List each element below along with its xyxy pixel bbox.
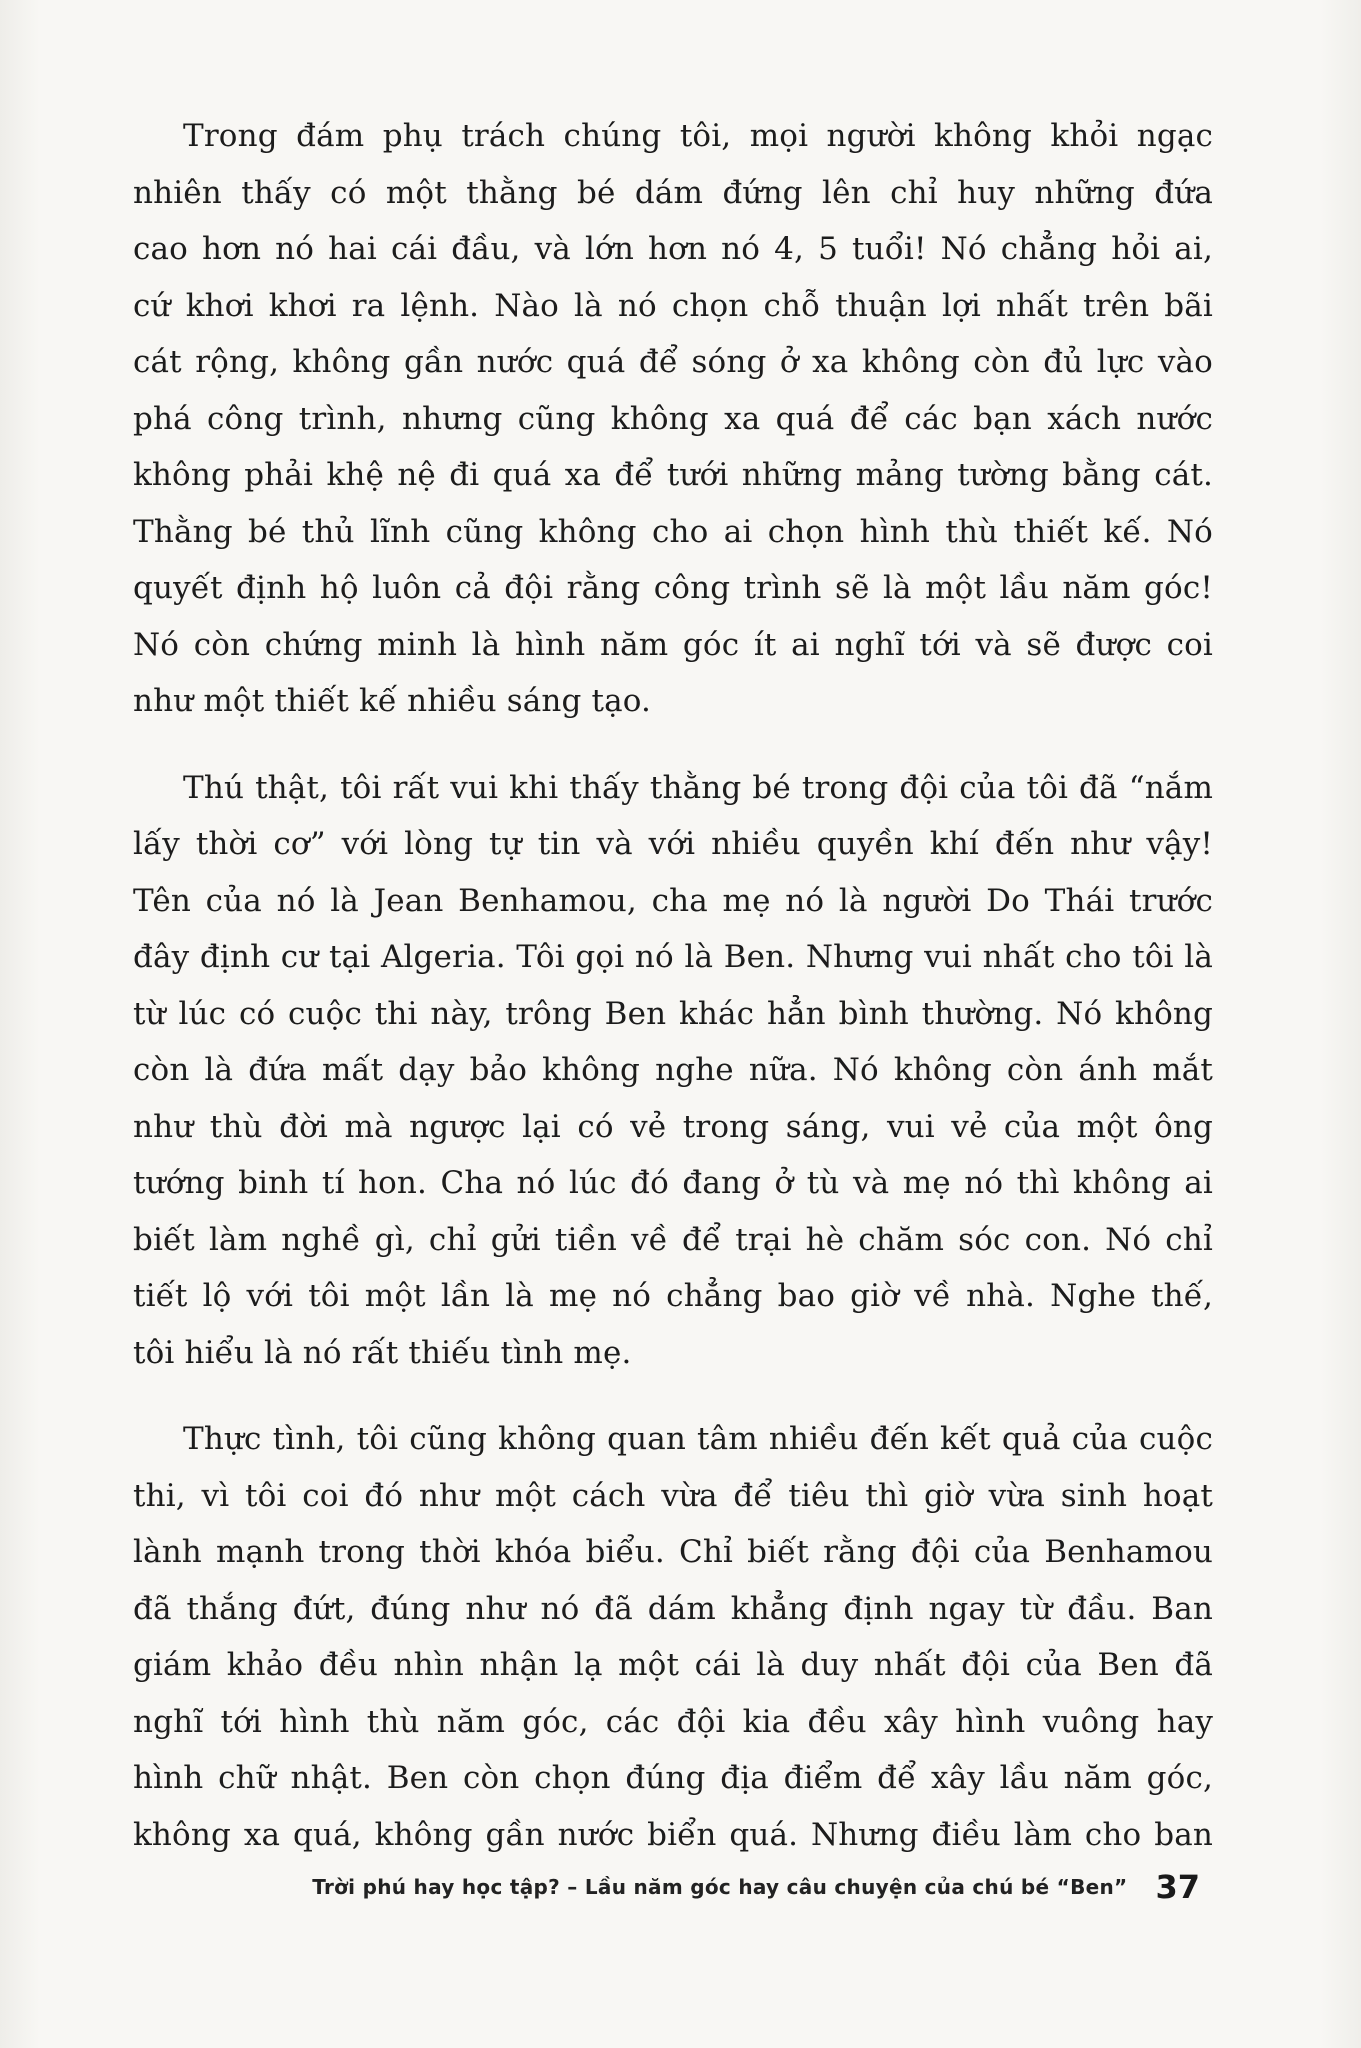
text-line: hình chữ nhật. Ben còn chọn đúng địa điểm để xây lầu năm góc, (133, 1760, 1213, 1796)
text-line: Nó còn chứng minh là hình năm góc ít ai nghĩ tới và sẽ được coi (133, 626, 1213, 663)
text-line: Trong đám phụ trách chúng tôi, mọi người không khỏi ngạc (183, 118, 1213, 154)
paragraph-1 (133, 108, 1213, 730)
text-line: Thằng bé thủ lĩnh cũng không cho ai chọn hình thù thiết kế. Nó (133, 513, 1213, 550)
text-line: nhiên thấy có một thằng bé dám đứng lên chỉ huy những đứa (133, 174, 1213, 211)
text-line: cát rộng, không gần nước quá để sóng ở xa không còn đủ lực vào (133, 344, 1213, 380)
running-head: Trời phú hay học tập? – Lầu năm góc hay câu chuyện của chú bé “Ben” (312, 1875, 1128, 1899)
text-line: cứ khơi khơi ra lệnh. Nào là nó chọn chỗ thuận lợi nhất trên bãi (133, 287, 1213, 324)
text-line: lấy thời cơ” với lòng tự tin và với nhiều quyền khí đến như vậy! (133, 826, 1213, 862)
text-line: như một thiết kế nhiều sáng tạo. (133, 683, 652, 719)
text-line: biết làm nghề gì, chỉ gửi tiền về để trại hè chăm sóc con. Nó chỉ (133, 1221, 1213, 1258)
text-line: không xa quá, không gần nước biển quá. Nhưng điều làm cho ban (133, 1816, 1213, 1853)
text-line: không phải khệ nệ đi quá xa để tưới những mảng tường bằng cát. (133, 457, 1213, 493)
text-line: đây định cư tại Algeria. Tôi gọi nó là Ben. Nhưng vui nhất cho tôi là (133, 939, 1213, 975)
body-text (133, 108, 1213, 1863)
text-line: tiết lộ với tôi một lần là mẹ nó chẳng bao giờ về nhà. Nghe thế, (133, 1278, 1213, 1314)
text-line: giám khảo đều nhìn nhận lạ một cái là duy nhất đội của Ben đã (133, 1647, 1213, 1683)
text-line: phá công trình, nhưng cũng không xa quá để các bạn xách nước (133, 400, 1213, 437)
page-number: 37 (1155, 1868, 1200, 1906)
text-line: Tên của nó là Jean Benhamou, cha mẹ nó là người Do Thái trước (133, 882, 1213, 919)
paragraph-3 (133, 1411, 1213, 1863)
text-line: tướng binh tí hon. Cha nó lúc đó đang ở tù và mẹ nó thì không ai (133, 1165, 1213, 1201)
text-line: thi, vì tôi coi đó như một cách vừa để tiêu thì giờ vừa sinh hoạt (133, 1477, 1213, 1514)
text-line: đã thắng đứt, đúng như nó đã dám khẳng định ngay từ đầu. Ban (133, 1590, 1213, 1627)
text-line: cao hơn nó hai cái đầu, và lớn hơn nó 4, 5 tuổi! Nó chẳng hỏi ai, (133, 231, 1213, 267)
text-line: lành mạnh trong thời khóa biểu. Chỉ biết rằng đội của Benhamou (133, 1534, 1213, 1570)
text-line: còn là đứa mất dạy bảo không nghe nữa. Nó không còn ánh mắt (133, 1052, 1213, 1088)
text-line: tôi hiểu là nó rất thiếu tình mẹ. (133, 1334, 632, 1371)
page-footer (0, 1868, 1200, 1906)
text-line: Thực tình, tôi cũng không quan tâm nhiều đến kết quả của cuộc (183, 1421, 1213, 1457)
text-line: quyết định hộ luôn cả đội rằng công trình sẽ là một lầu năm góc! (133, 570, 1213, 606)
text-line: từ lúc có cuộc thi này, trông Ben khác hẳn bình thường. Nó không (133, 995, 1213, 1032)
text-line: Thú thật, tôi rất vui khi thấy thằng bé trong đội của tôi đã “nắm (183, 769, 1213, 806)
text-line: nghĩ tới hình thù năm góc, các đội kia đều xây hình vuông hay (133, 1703, 1213, 1740)
text-line: như thù đời mà ngược lại có vẻ trong sáng, vui vẻ của một ông (133, 1108, 1213, 1145)
paragraph-2 (133, 760, 1213, 1382)
